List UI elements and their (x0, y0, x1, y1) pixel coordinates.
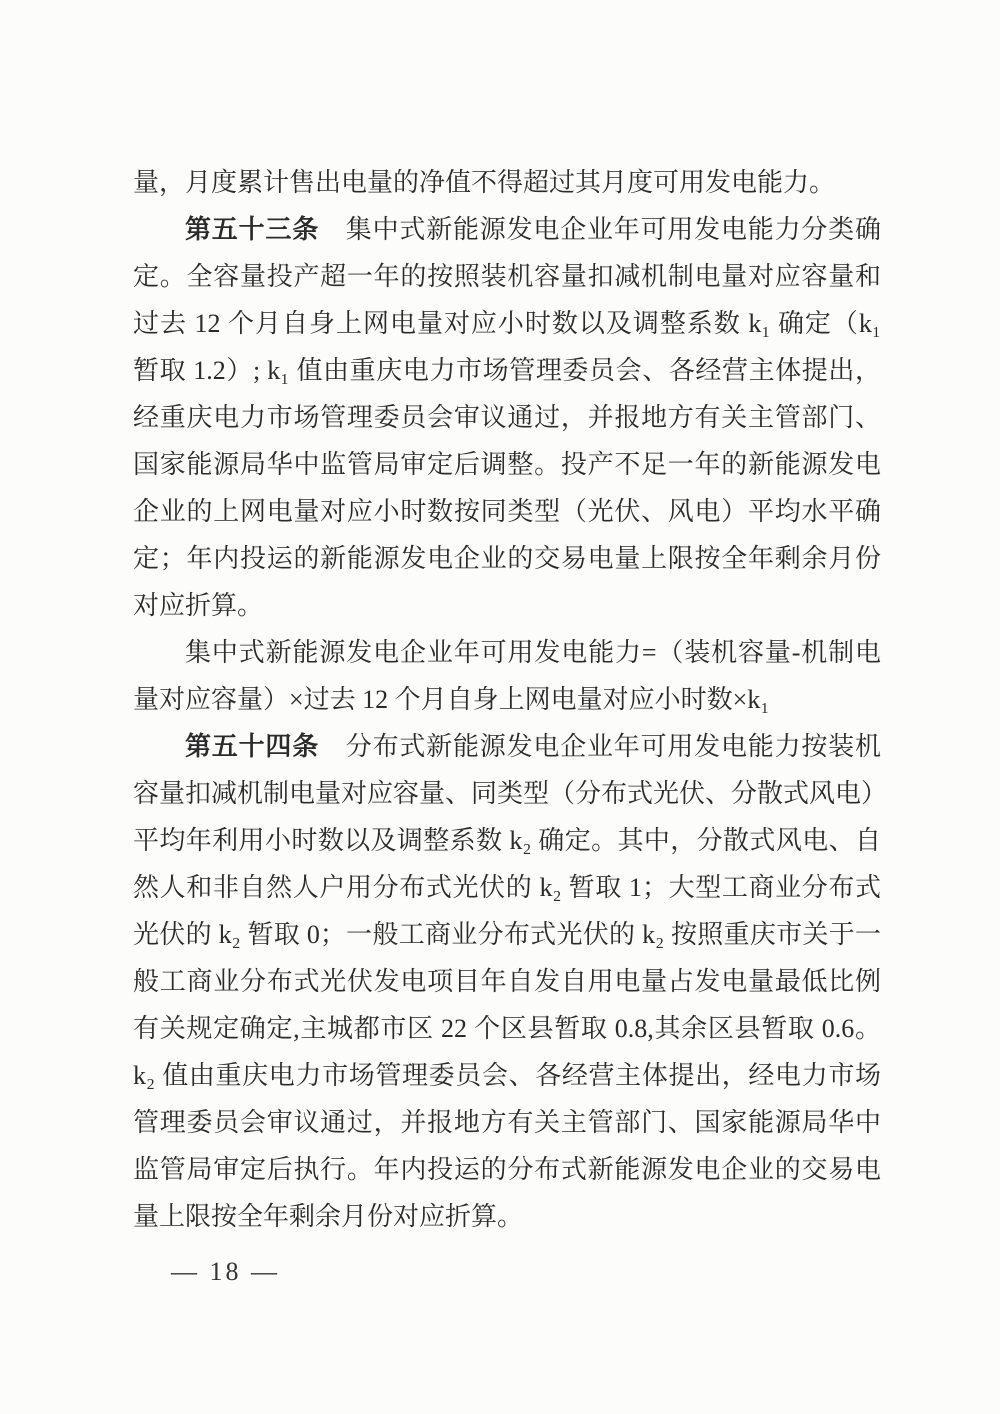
text-line (133, 1146, 881, 1193)
text-segment: 平均年利用小时数以及调整系数 k₂ 确定。其中，分散式风电、自 (133, 826, 881, 855)
text-segment: k₂ 值由重庆电力市场管理委员会、各经营主体提出，经电力市场 (133, 1061, 881, 1090)
text-line (133, 159, 881, 206)
text-segment: 定；年内投运的新能源发电企业的交易电量上限按全年剩余月份 (133, 544, 881, 573)
text-line (133, 300, 881, 347)
text-line (133, 347, 881, 394)
text-line (133, 1005, 881, 1052)
text-segment: 有关规定确定,主城都市区 22 个区县暂取 0.8,其余区县暂取 0.6。 (133, 1014, 881, 1043)
text-segment: 监管局审定后执行。年内投运的分布式新能源发电企业的交易电 (133, 1155, 881, 1184)
text-line (133, 817, 881, 864)
text-line (133, 676, 881, 723)
text-line (133, 253, 881, 300)
text-line (133, 582, 881, 629)
text-segment: 集中式新能源发电企业年可用发电能力分类确 (319, 215, 881, 244)
text-segment: 量上限按全年剩余月份对应折算。 (133, 1202, 524, 1231)
text-line (133, 629, 881, 676)
text-line (133, 1052, 881, 1099)
text-line (133, 394, 881, 441)
text-segment: 暂取 1.2）; k₁ 值由重庆电力市场管理委员会、各经营主体提出， (133, 356, 881, 385)
article-heading: 第五十三条 (185, 215, 319, 244)
text-line (133, 911, 881, 958)
article-heading: 第五十四条 (185, 732, 319, 761)
text-line (133, 864, 881, 911)
text-segment: 管理委员会审议通过，并报地方有关主管部门、国家能源局华中 (133, 1108, 881, 1137)
text-segment: 光伏的 k₂ 暂取 0；一般工商业分布式光伏的 k₂ 按照重庆市关于一 (133, 920, 881, 949)
page-number: — 18 — (171, 1257, 280, 1286)
text-line (133, 723, 881, 770)
document-body (133, 159, 888, 1240)
text-segment: 量，月度累计售出电量的净值不得超过其月度可用发电能力。 (133, 168, 836, 197)
text-segment: 国家能源局华中监管局审定后调整。投产不足一年的新能源发电 (133, 450, 881, 479)
text-segment: 般工商业分布式光伏发电项目年自发自用电量占发电量最低比例 (133, 967, 881, 996)
text-segment: 集中式新能源发电企业年可用发电能力=（装机容量-机制电 (185, 638, 881, 667)
text-segment: 对应折算。 (133, 591, 264, 620)
text-line (133, 1193, 881, 1240)
text-segment: 然人和非自然人户用分布式光伏的 k₂ 暂取 1；大型工商业分布式 (133, 873, 881, 902)
text-segment: 分布式新能源发电企业年可用发电能力按装机 (319, 732, 881, 761)
text-segment: 容量扣减机制电量对应容量、同类型（分布式光伏、分散式风电） (133, 779, 888, 808)
text-segment: 经重庆电力市场管理委员会审议通过，并报地方有关主管部门、 (133, 403, 881, 432)
text-segment: 企业的上网电量对应小时数按同类型（光伏、风电）平均水平确 (133, 497, 881, 526)
text-segment: 量对应容量）×过去 12 个月自身上网电量对应小时数×k₁ (133, 685, 770, 714)
text-line (133, 535, 881, 582)
text-line (133, 958, 881, 1005)
text-line (133, 770, 888, 817)
text-segment: 定。全容量投产超一年的按照装机容量扣减机制电量对应容量和 (133, 262, 881, 291)
text-line (133, 488, 881, 535)
text-segment: 过去 12 个月自身上网电量对应小时数以及调整系数 k₁ 确定（k₁ (133, 309, 881, 338)
text-line (133, 206, 881, 253)
text-line (133, 441, 881, 488)
text-line (133, 1099, 881, 1146)
